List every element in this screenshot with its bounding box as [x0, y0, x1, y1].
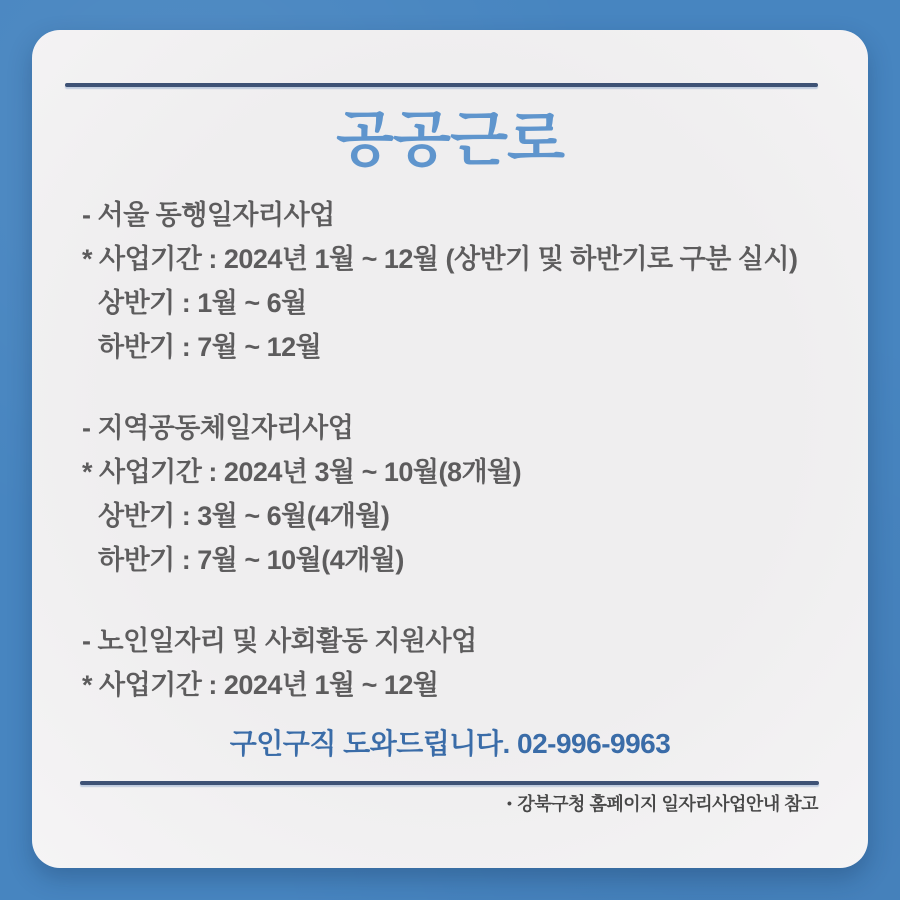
bottom-divider — [80, 781, 819, 785]
notice-card — [32, 30, 868, 868]
section-seoul-donghaeng-jobs — [82, 193, 838, 369]
footnote — [507, 791, 818, 816]
bullet-icon: • — [506, 795, 512, 811]
section-period: * 사업기간 : 2024년 1월 ~ 12월 — [82, 670, 439, 700]
section-period: * 사업기간 : 2024년 1월 ~ 12월 (상반기 및 하반기로 구분 실시) — [82, 244, 798, 274]
section-heading: - 노인일자리 및 사회활동 지원사업 — [82, 626, 477, 656]
first-half-period: 상반기 : 3월 ~ 6월(4개월) — [98, 501, 390, 531]
footnote-text: 강북구청 홈페이지 일자리사업안내 참고 — [517, 794, 818, 814]
section-community-jobs — [82, 406, 838, 582]
page-title: 공공근로 — [336, 106, 564, 173]
top-divider — [65, 83, 818, 87]
section-heading: - 지역공동체일자리사업 — [82, 413, 354, 443]
contact-phone-line: 구인구직 도와드립니다. 02-996-9963 — [229, 728, 671, 759]
second-half-period: 하반기 : 7월 ~ 10월(4개월) — [98, 545, 404, 575]
section-senior-jobs — [82, 619, 838, 707]
section-period: * 사업기간 : 2024년 3월 ~ 10월(8개월) — [82, 457, 522, 487]
second-half-period: 하반기 : 7월 ~ 12월 — [98, 332, 322, 362]
section-heading: - 서울 동행일자리사업 — [82, 200, 335, 230]
first-half-period: 상반기 : 1월 ~ 6월 — [98, 288, 307, 318]
